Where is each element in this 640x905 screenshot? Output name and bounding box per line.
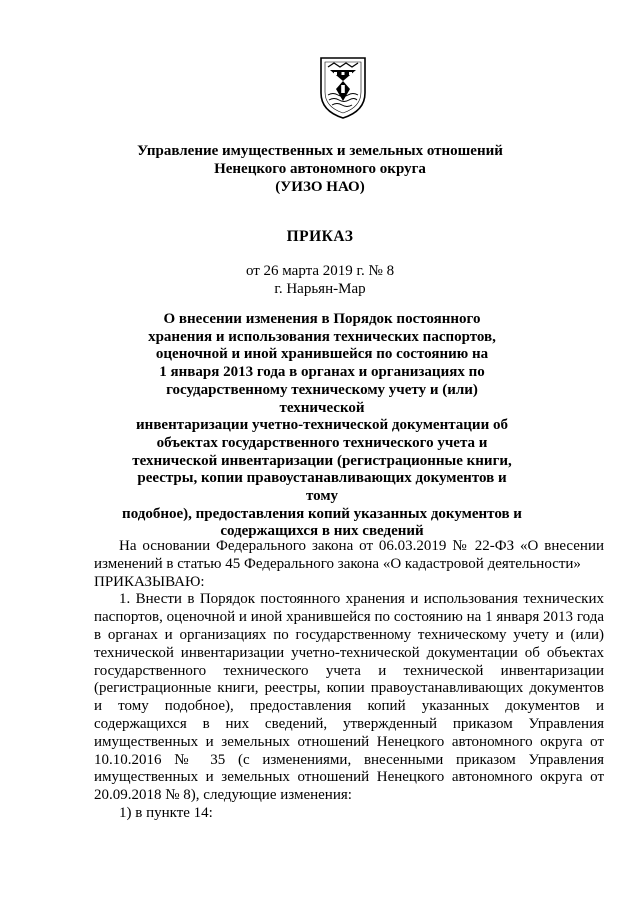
title-line: оценочной и иной хранившейся по состоянию на (155, 346, 489, 363)
basis-paragraph: На основании Федерального закона от 06.03.2019 № 22-ФЗ «О внесении изменений в статью 45 Федерального закона «О кадастровой деятельности» (94, 538, 604, 572)
order-word: ПРИКАЗЫВАЮ: (94, 573, 205, 590)
title-line: хранения и использования технических паспортов, (148, 328, 496, 345)
org-abbreviation: (УИЗО НАО) (275, 179, 365, 195)
item-1-paragraph: 1. Внести в Порядок постоянного хранения и использования технических паспортов, оценочной и иной хранившейся по состоянию на 1 января 2013 года в органах и организациях по государственному техническому учету и (или) технической инвентаризации учетно-технической документации об объектах государственного технического учета и технической инвентаризации (регистрационные книги, реестры, копии правоустанавливающих документов и тому подобное), предоставления копий указанных документов и содержащихся в них сведений, утвержденный приказом Управления имущественных и земельных отношений Ненецкого автономного округа от 10.10.2016 № 35 (с изменениями, внесенными приказом Управления имущественных и земельных отношений Ненецкого автономного округа от 20.09.2018 № 8), следующие изменения: (94, 591, 604, 804)
city: г. Нарьян-Мар (274, 281, 366, 297)
document-title (122, 311, 522, 541)
subitem-1-paragraph: 1) в пункте 14: (119, 804, 213, 821)
coat-of-arms-emblem (318, 55, 368, 121)
organization-name (80, 142, 560, 196)
document-type: ПРИКАЗ (286, 228, 354, 245)
title-line: государственному техническому учету и (или) технической (166, 381, 478, 416)
title-line: подобное), предоставления копий указанных документов и (122, 505, 522, 522)
org-line-2: Ненецкого автономного округа (214, 161, 426, 177)
document-body (94, 538, 604, 823)
title-line: реестры, копии правоустанавливающих документов и тому (137, 470, 507, 505)
date-and-number: от 26 марта 2019 г. № 8 (245, 263, 395, 279)
title-line: О внесении изменения в Порядок постоянного (163, 311, 481, 327)
title-line: технической инвентаризации (регистрационные книги, (132, 452, 512, 469)
document-meta (80, 262, 560, 298)
title-line: 1 января 2013 года в органах и организациях по (159, 364, 485, 381)
title-line: объектах государственного технического учета и (156, 434, 488, 451)
title-line: инвентаризации учетно-технической документации об (136, 417, 508, 434)
org-line-1: Управление имущественных и земельных отношений (137, 143, 503, 159)
title-line: содержащихся в них сведений (220, 523, 424, 540)
